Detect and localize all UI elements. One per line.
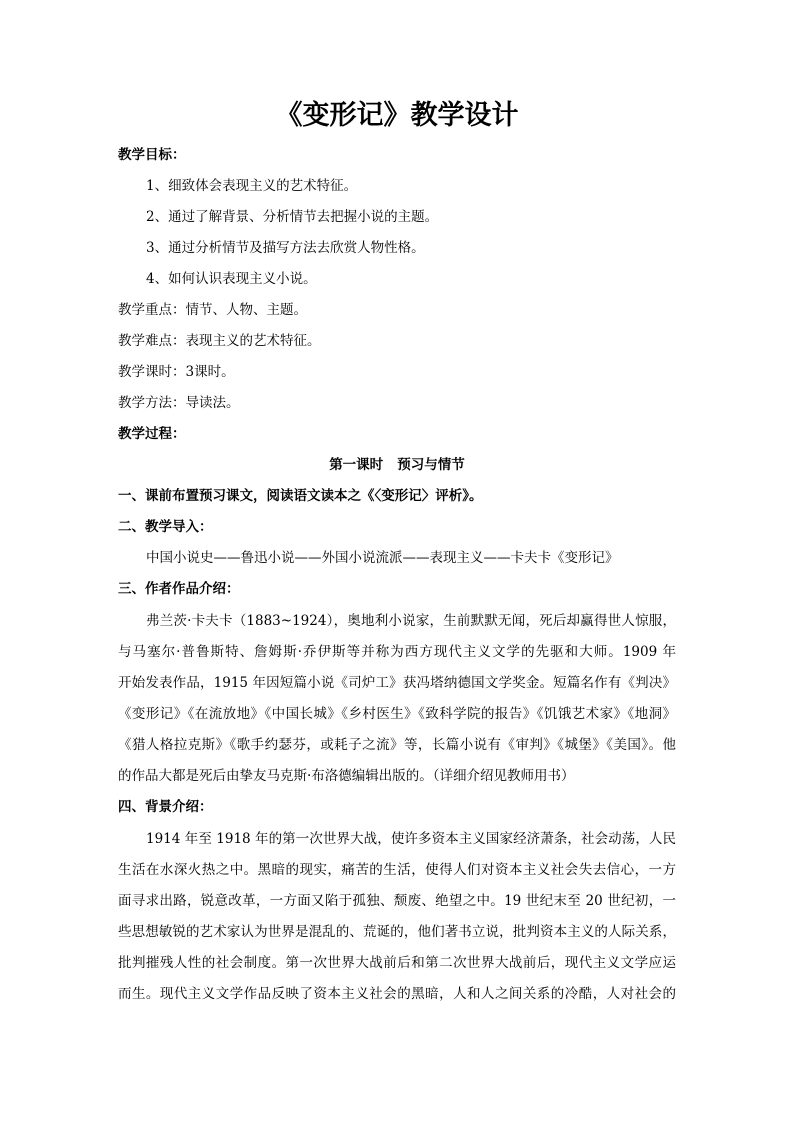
author-paragraph-line: 与马塞尔·普鲁斯特、詹姆斯·乔伊斯等并称为西方现代主义文学的先驱和大师。1909 年	[118, 644, 676, 660]
class-hours: 教学课时：3课时。	[118, 364, 235, 380]
author-paragraph-line: 《变形记》《在流放地》《中国长城》《乡村医生》《致科学院的报告》《饥饿艺术家》《地洞》	[118, 706, 676, 722]
process-heading: 教学过程：	[118, 426, 186, 442]
background-paragraph-line: 些思想敏锐的艺术家认为世界是混乱的、荒诞的，他们著书立说，批判资本主义的人际关系，	[118, 924, 676, 940]
background-paragraph-line: 面寻求出路，锐意改革，一方面又陷于孤独、颓废、绝望之中。19 世纪末至 20 世纪初，一	[118, 893, 676, 909]
section-heading: 三、作者作品介绍：	[118, 581, 240, 597]
teaching-method: 教学方法：导读法。	[118, 395, 240, 411]
author-paragraph-line: 的作品大都是死后由挚友马克斯·布洛德编辑出版的。（详细介绍见教师用书）	[118, 768, 575, 784]
key-points: 教学重点：情节、人物、主题。	[118, 302, 307, 318]
background-paragraph-line: 1914 年至 1918 年的第一次世界大战，使许多资本主义国家经济萧条，社会动荡，人民	[146, 831, 676, 847]
section-heading: 二、教学导入：	[118, 519, 213, 535]
background-paragraph-line: 而生。现代主义文学作品反映了资本主义社会的黑暗，人和人之间关系的冷酷，人对社会的	[118, 986, 676, 1002]
background-paragraph-line: 生活在水深火热之中。黑暗的现实，痛苦的生活，使得人们对资本主义社会失去信心，一方	[118, 862, 676, 878]
author-paragraph-line: 弗兰茨·卡夫卡（1883~1924），奥地利小说家，生前默默无闻，死后却赢得世人惊服，	[146, 613, 676, 629]
difficult-points: 教学难点：表现主义的艺术特征。	[118, 333, 321, 349]
background-paragraph-line: 批判摧残人性的社会制度。第一次世界大战前后和第二次世界大战前后，现代主义文学应运	[118, 955, 676, 971]
objective-item: 1、细致体会表现主义的艺术特征。	[146, 178, 358, 194]
lesson-title: 第一课时 预习与情节	[329, 457, 465, 473]
section-heading: 四、背景介绍：	[118, 799, 213, 815]
author-paragraph-line: 开始发表作品，1915 年因短篇小说《司炉工》获冯塔纳德国文学奖金。短篇名作有《判决》	[118, 675, 676, 691]
section-heading: 一、课前布置预习课文，阅读语文读本之《〈变形记〉评析》。	[118, 488, 483, 504]
objective-item: 4、如何认识表现主义小说。	[146, 271, 317, 287]
author-paragraph-line: 《猎人格拉克斯》《歌手约瑟芬，或耗子之流》等，长篇小说有《审判》《城堡》《美国》。他	[118, 737, 676, 753]
document-title: 《变形记》教学设计	[275, 100, 519, 131]
objective-item: 2、通过了解背景、分析情节去把握小说的主题。	[146, 209, 439, 225]
objectives-heading: 教学目标：	[118, 147, 186, 163]
objective-item: 3、通过分析情节及描写方法去欣赏人物性格。	[146, 240, 425, 256]
intro-text: 中国小说史——鲁迅小说——外国小说流派——表现主义——卡夫卡《变形记》	[146, 550, 619, 566]
